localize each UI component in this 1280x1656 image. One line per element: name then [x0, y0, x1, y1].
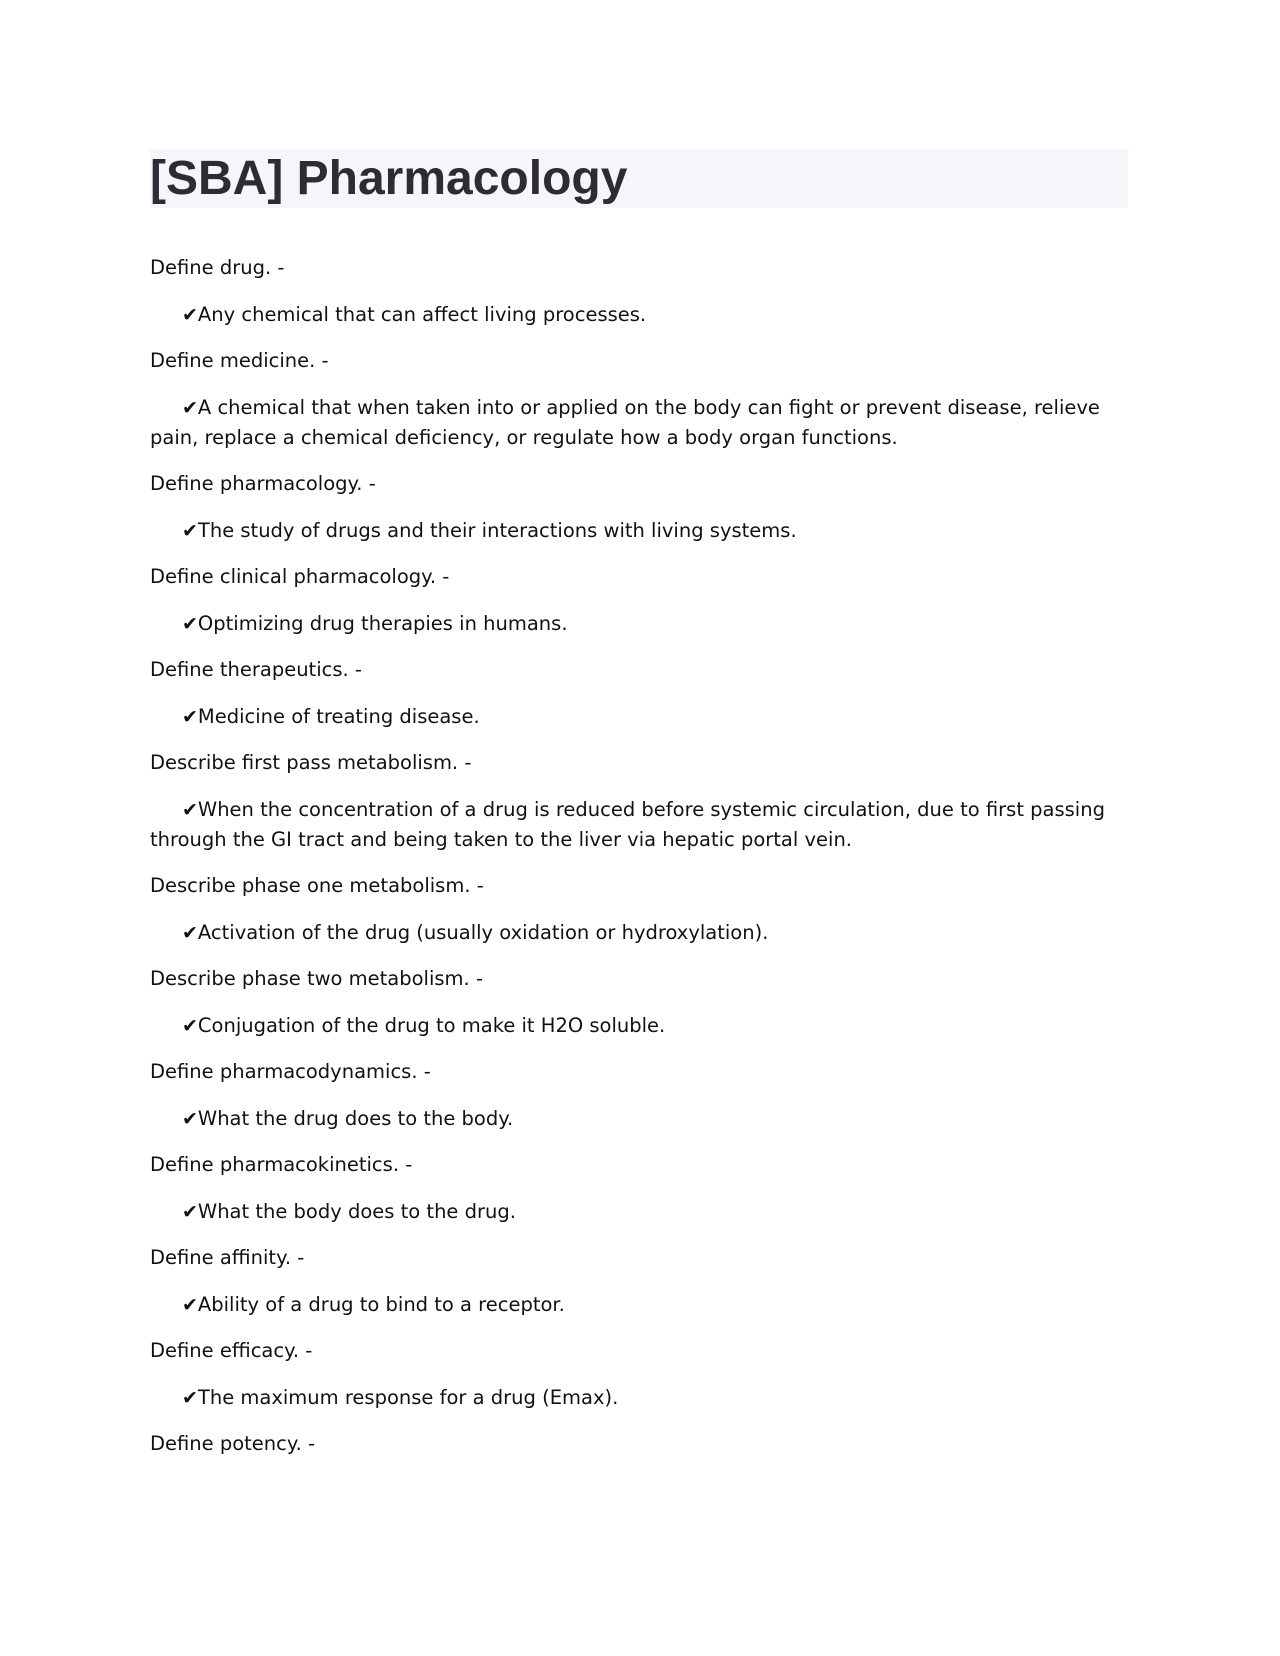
answer-content: Activation of the drug (usually oxidation or hydroxylation).	[197, 921, 769, 944]
question-text: Define therapeutics. -	[150, 658, 362, 681]
answer-content: Ability of a drug to bind to a receptor.	[197, 1293, 565, 1316]
question-text: Define pharmacodynamics. -	[150, 1060, 431, 1083]
check-mark-icon: ✔	[182, 520, 198, 542]
answer-content: Medicine of treating disease.	[197, 705, 480, 728]
question-text: Define pharmacology. -	[150, 472, 376, 495]
question-text: Describe phase two metabolism. -	[150, 967, 483, 990]
check-mark-icon: ✔	[182, 304, 198, 326]
answer-content: Optimizing drug therapies in humans.	[197, 612, 568, 635]
answer-content: The study of drugs and their interactions with living systems.	[197, 519, 797, 542]
answer-text	[150, 795, 1130, 855]
answer-content: When the concentration of a drug is reduced before systemic circulation, due to first passing through the GI tract and being taken to the liver via hepatic portal vein.	[150, 798, 1105, 851]
check-mark-icon: ✔	[182, 1387, 198, 1409]
question-text: Define medicine. -	[150, 349, 329, 372]
check-mark-icon: ✔	[182, 1108, 198, 1130]
page-title: [SBA] Pharmacology	[150, 152, 628, 205]
answer-content: What the drug does to the body.	[197, 1107, 514, 1130]
answer-content: What the body does to the drug.	[197, 1200, 516, 1223]
answer-content: Conjugation of the drug to make it H2O soluble.	[197, 1014, 666, 1037]
qa-list	[150, 253, 1130, 1459]
answer-text	[150, 1197, 1130, 1227]
answer-content: A chemical that when taken into or applied on the body can fight or prevent disease, relieve pain, replace a chemical deficiency, or regulate how a body organ functions.	[150, 396, 1100, 449]
question-text: Define affinity. -	[150, 1246, 305, 1269]
answer-text	[150, 1383, 1130, 1413]
answer-text	[150, 393, 1130, 453]
answer-text	[150, 1011, 1130, 1041]
question-text: Describe phase one metabolism. -	[150, 874, 484, 897]
question-text: Describe first pass metabolism. -	[150, 751, 472, 774]
question-text: Define drug. -	[150, 256, 285, 279]
question-text: Define efficacy. -	[150, 1339, 313, 1362]
check-mark-icon: ✔	[182, 1201, 198, 1223]
answer-text	[150, 300, 1130, 330]
check-mark-icon: ✔	[182, 397, 198, 419]
check-mark-icon: ✔	[182, 799, 198, 821]
check-mark-icon: ✔	[182, 922, 198, 944]
answer-text	[150, 702, 1130, 732]
check-mark-icon: ✔	[182, 1015, 198, 1037]
document-page	[150, 149, 1130, 1476]
answer-text	[150, 516, 1130, 546]
answer-content: The maximum response for a drug (Emax).	[197, 1386, 619, 1409]
answer-content: Any chemical that can affect living processes.	[197, 303, 647, 326]
check-mark-icon: ✔	[182, 1294, 198, 1316]
question-text: Define pharmacokinetics. -	[150, 1153, 413, 1176]
title-bar	[150, 149, 1128, 208]
question-text: Define clinical pharmacology. -	[150, 565, 450, 588]
answer-text	[150, 1290, 1130, 1320]
answer-text	[150, 609, 1130, 639]
question-text: Define potency. -	[150, 1432, 316, 1455]
answer-text	[150, 1104, 1130, 1134]
check-mark-icon: ✔	[182, 613, 198, 635]
check-mark-icon: ✔	[182, 706, 198, 728]
answer-text	[150, 918, 1130, 948]
